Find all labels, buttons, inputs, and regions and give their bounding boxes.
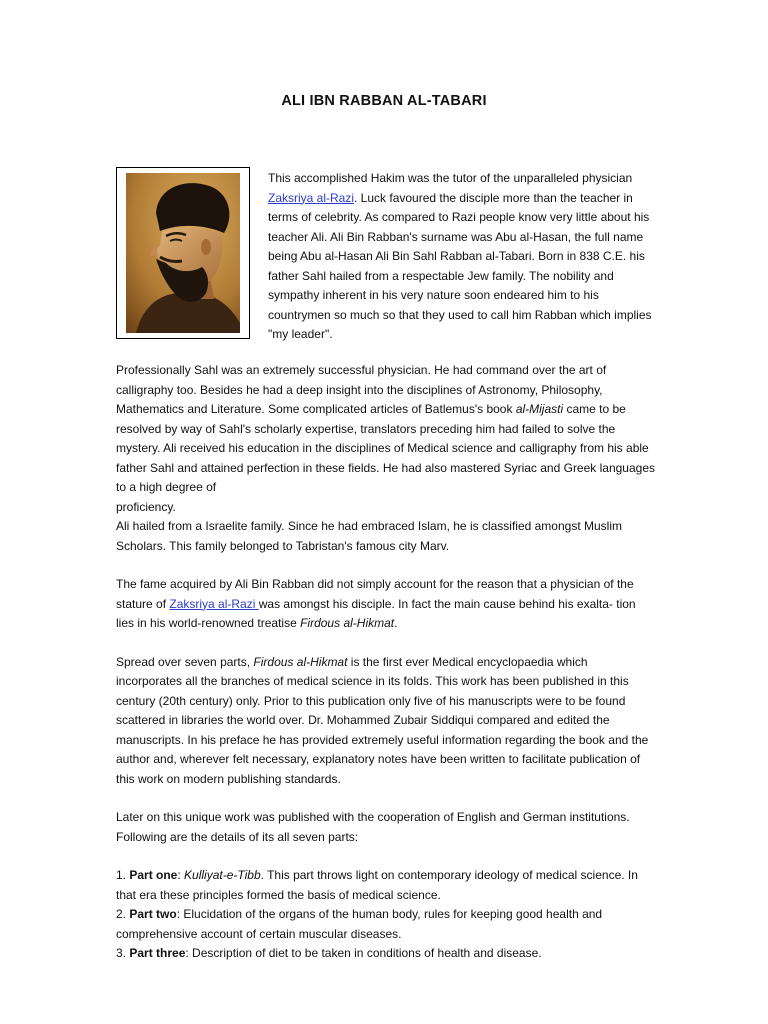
part-item <box>116 866 656 905</box>
part-item <box>116 944 656 964</box>
paragraph-text: The fame acquired by Ali Bin Rabban did not simply account for the reason that a physician of the stature of <box>116 577 634 611</box>
part-description: Description of diet to be taken in conditions of health and disease. <box>192 946 542 960</box>
part-item <box>116 905 656 944</box>
paragraph-text: was amongst his disciple. In fact the main cause behind his exalta- tion lies in his world-renowned treatise <box>116 596 636 630</box>
paragraph-text: Spread over seven parts, <box>116 654 254 669</box>
intro-text-1: This accomplished Hakim was the tutor of the unparalleled physician <box>268 171 633 185</box>
part-description: . This part throws light on contemporary ideology of medical science. In that era these principles formed the basis of medical science. <box>116 868 638 902</box>
part-label: Part one <box>129 868 178 882</box>
separator: : <box>185 946 193 960</box>
razi-link[interactable]: Zaksriya al-Razi <box>169 596 259 611</box>
separator: : <box>177 868 185 882</box>
portrait-drawing <box>126 173 240 333</box>
paragraph-encyclopaedia <box>116 653 656 790</box>
paragraph-sahl <box>116 361 656 517</box>
spacer <box>116 634 656 653</box>
spacer <box>116 556 656 575</box>
paragraph-text: . <box>394 616 398 630</box>
part-description: Elucidation of the organs of the human body, rules for keeping good health and comprehensive account of certain muscular diseases. <box>116 907 603 941</box>
paragraph-fame <box>116 575 656 634</box>
part-number: 3. <box>116 946 130 960</box>
portrait-frame <box>116 167 250 339</box>
book-title: al-Mijasti <box>515 402 564 416</box>
part-label: Part three <box>129 946 186 960</box>
paragraph-family: Ali hailed from a Israelite family. Since he had embraced Islam, he is classified amongst Muslim Scholars. This family belonged to Tabristan's famous city Marv. <box>116 519 622 553</box>
paragraph-publication: Later on this unique work was published with the cooperation of English and German institutions. Following are the details of its all seven parts: <box>116 810 630 844</box>
book-title: Firdous al-Hikmat <box>253 654 348 669</box>
page-title: ALI IBN RABBAN AL-TABARI <box>281 93 487 109</box>
spacer <box>116 847 656 866</box>
part-number: 1. <box>116 868 130 882</box>
paragraph-text: proficiency. <box>116 499 176 514</box>
part-label: Part two <box>129 907 177 921</box>
paragraph-text: Professionally Sahl was an extremely successful physician. He had command over the art of calligraphy too. Besides he had a deep insight into the disciplines of Astronomy, Philosophy, Mathematics and Literature. Some complicated articles of Batlemus's book <box>116 363 607 416</box>
part-title: Kulliyat-e-Tibb <box>184 868 261 882</box>
paragraph-text: came to be resolved by way of Sahl's scholarly expertise, translators preceding him had failed to solve the mystery. Ali received his education in the disciplines of Medical science and calligraphy from his able father Sahl and attained perfection in these fields. He had also mastered Syriac and Greek languages to a high degree of <box>116 402 655 494</box>
part-number: 2. <box>116 907 130 921</box>
portrait-image <box>126 173 240 333</box>
paragraph-text: is the first ever Medical encyclopaedia which incorporates all the branches of medical science in its folds. This work has been published in this century (20th century) only. Prior to this publication only five of his manuscripts were to be found scattered in libraries the world over. Dr. Mohammed Zubair Siddiqui compared and edited the manuscripts. In his preface he has provided extremely useful information regarding the book and the author and, wherever felt necessary, explanatory notes have been written to facilitate publication of this work on modern publishing standards. <box>116 654 649 786</box>
separator: : <box>176 907 184 921</box>
intro-text-2: . Luck favoured the disciple more than the teacher in terms of celebrity. As compared to Razi people know very little about his teacher Ali. Ali Bin Rabban's surname was Abu al-Hasan, the full name being Abu al-Hasan Ali Bin Sahl Rabban al-Tabari. Born in 838 C.E. his father Sahl hailed from a respectable Jew family. The nobility and sympathy inherent in his very nature soon endeared him to his countrymen so much so that they used to call him Rabban which implies "my leader". <box>268 190 652 341</box>
intro-paragraph <box>268 169 658 345</box>
spacer <box>116 789 656 808</box>
article-body <box>116 361 656 964</box>
razi-link[interactable]: Zaksriya al-Razi <box>268 190 355 205</box>
book-title: Firdous al-Hikmat <box>300 616 395 630</box>
